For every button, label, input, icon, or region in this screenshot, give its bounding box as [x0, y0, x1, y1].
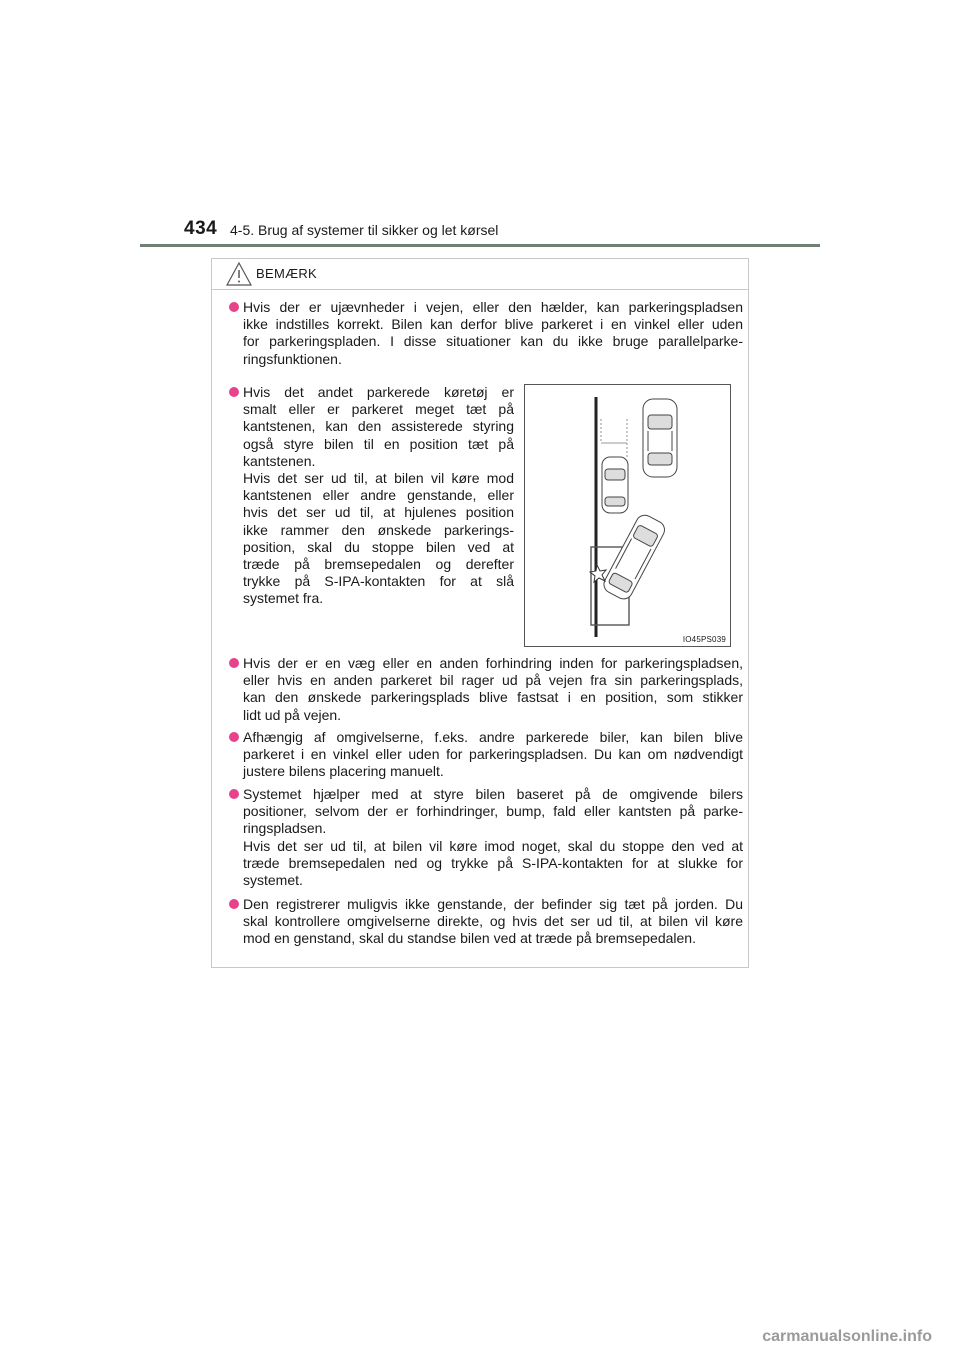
bullet-line: Systemet hjælper med at styre bilen baseret på de omgivende bilers — [243, 786, 743, 802]
bullet-line: skal kontrollere omgivelserne direkte, og hvis det ser ud til, at bilen vil køre — [243, 913, 743, 930]
bullet-line: også styre bilen til en position tæt på — [243, 435, 514, 452]
bullet-line: kantstenen, kan den assisterede styring — [243, 418, 514, 435]
section-title: 4-5. Brug af systemer til sikker og let kørsel — [230, 222, 499, 238]
notice-bullet-2 — [243, 384, 514, 608]
bullet-line: Den registrerer muligvis ikke genstande, der befinder sig tæt på jorden. Du — [243, 896, 743, 912]
bullet-line: Hvis der er ujævnheder i vejen, eller den hælder, kan parkeringspladsen — [243, 299, 743, 315]
notice-bullet-3 — [243, 655, 743, 724]
bullet-line: positioner, selvom der er forhindringer, bump, fald eller kantsten på parke- — [243, 803, 743, 820]
bullet-dot — [229, 387, 239, 397]
parking-diagram-icon — [525, 385, 730, 646]
notice-bullet-6 — [243, 896, 743, 948]
bullet-dot — [229, 899, 239, 909]
bullet-dot — [229, 732, 239, 742]
bullet-line: justere bilens placering manuelt. — [243, 763, 444, 780]
bullet-line: eller hvis en anden parkeret bil rager ud på vejen fra sin parkeringsplads, — [243, 672, 743, 689]
bullet-line: Hvis det ser ud til, at bilen vil køre imod noget, skal du stoppe den ved at — [243, 837, 743, 854]
notice-bullet-5 — [243, 786, 743, 889]
bullet-line: Hvis det ser ud til, at bilen vil køre mod — [243, 470, 514, 487]
bullet-line: Hvis der er en væg eller en anden forhindring inden for parkeringspladsen, — [243, 655, 743, 671]
warning-triangle-icon — [226, 262, 252, 286]
bullet-line: for parkeringspladen. I disse situationer kan du ikke bruge parallelparke- — [243, 333, 743, 350]
header-rule — [140, 244, 820, 247]
bullet-line: systemet fra. — [243, 590, 324, 607]
notice-header — [226, 259, 736, 289]
bullet-line: mod en genstand, skal du standse bilen ved at træde på bremsepedalen. — [243, 930, 696, 947]
bullet-line: hvis det ser ud til, at hjulenes position — [243, 504, 514, 521]
bullet-line: trykke på S-IPA-kontakten for at slå — [243, 573, 514, 590]
bullet-line: kantstenen. — [243, 452, 316, 469]
bullet-line: ikke rammer den ønskede parkerings- — [243, 521, 514, 538]
parking-diagram — [524, 384, 731, 647]
bullet-line: træde bremsepedalen ned og trykke på S-IPA-kontakten for at slukke for — [243, 854, 743, 871]
bullet-line: ringspladsen. — [243, 820, 327, 837]
bullet-dot — [229, 302, 239, 312]
bullet-line: kan den ønskede parkeringsplads blive fastsat i en position, som stikker — [243, 689, 743, 706]
bullet-line: lidt ud på vejen. — [243, 706, 342, 723]
figure-code: IO45PS039 — [682, 635, 726, 644]
bullet-line: Afhængig af omgivelserne, f.eks. andre parkerede biler, kan bilen blive — [243, 729, 743, 745]
bullet-line: træde på bremsepedalen og derefter — [243, 556, 514, 573]
bullet-line: parkeret i en vinkel eller uden for parkeringspladsen. Du kan om nødvendigt — [243, 746, 743, 763]
notice-bullet-4 — [243, 729, 743, 781]
bullet-dot — [229, 789, 239, 799]
notice-label: BEMÆRK — [256, 266, 318, 281]
bullet-line: systemet. — [243, 872, 303, 889]
notice-divider — [212, 289, 748, 290]
notice-bullet-1 — [243, 299, 743, 368]
bullet-line: smalt eller er parkeret meget tæt på — [243, 401, 514, 418]
bullet-line: kantstenen eller andre genstande, eller — [243, 487, 514, 504]
bullet-dot — [229, 658, 239, 668]
bullet-line: ringsfunktionen. — [243, 350, 342, 367]
bullet-line: Hvis det andet parkerede køretøj er — [243, 384, 514, 400]
bullet-line: position, skal du stoppe bilen ved at — [243, 538, 514, 555]
watermark: carmanualsonline.info — [762, 1328, 932, 1345]
page-number: 434 — [184, 218, 218, 239]
bullet-line: ikke indstilles korrekt. Bilen kan derfor blive parkeret i en vinkel eller uden — [243, 316, 743, 333]
